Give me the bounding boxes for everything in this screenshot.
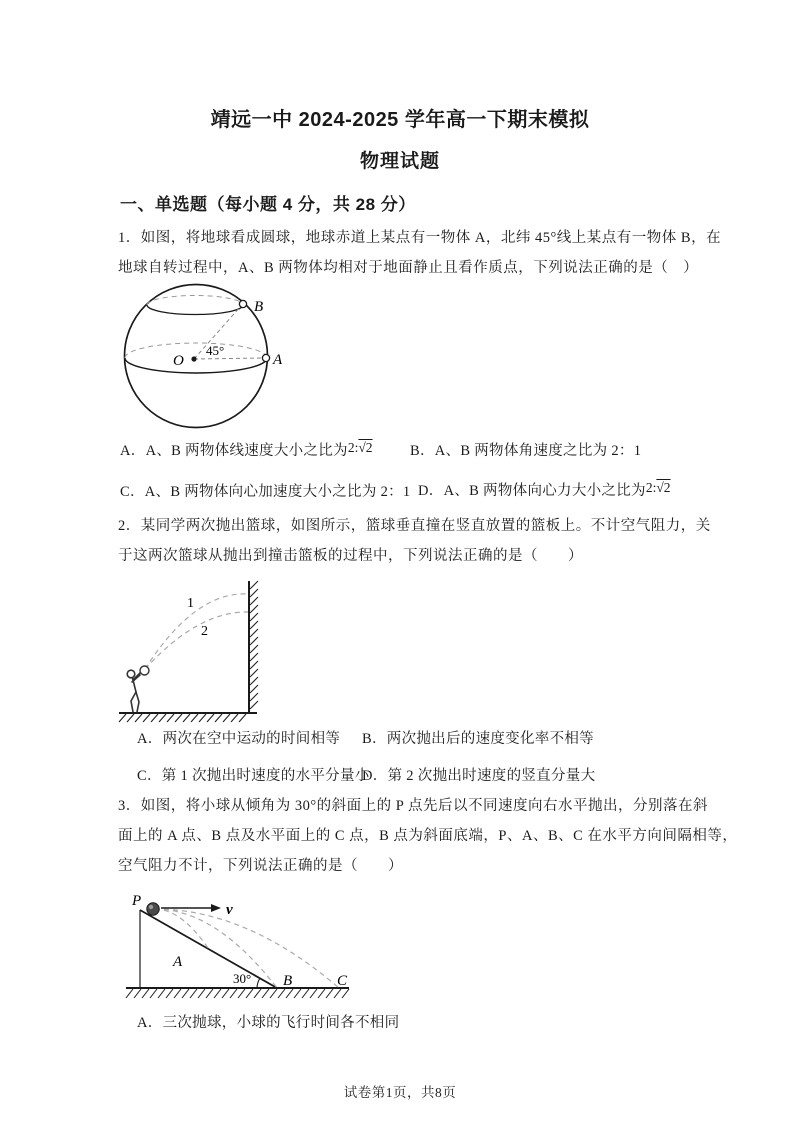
earth-sphere-diagram [118,281,290,433]
latitude-back-arc [147,296,243,306]
incline-projectile-diagram [123,892,358,1007]
trajectory-to-a [155,909,208,948]
basketball [140,666,149,675]
point-b-label: B [254,299,264,315]
trajectory-1-label: 1 [187,596,194,611]
point-p-label: P [132,893,142,909]
latitude-front-arc [147,305,243,315]
sqrt-expression: √2 [656,480,671,495]
trajectory-2-path [145,612,248,669]
point-a-label: A [273,352,283,368]
q1-option-a-text: A、B 两物体线速度大小之比为 [145,443,348,459]
page-title: 靖远一中 2024-2025 学年高一下期末模拟 [210,109,590,131]
q1-option-d-letter: D． [418,483,444,499]
q1-text-line-2: 地球自转过程中，A、B 两物体均相对于地面静止且看作质点，下列说法正确的是（ ） [118,260,699,276]
trajectory-2-label: 2 [201,624,208,639]
q2-option-d: D．第 2 次抛出时速度的竖直分量大 [362,768,596,784]
thrower-head [127,670,135,678]
q2-text-line-1: 2．某同学两次抛出篮球，如图所示，篮球垂直撞在竖直放置的篮板上。不计空气阻力，关 [118,518,711,534]
q1-option-a-ratio [348,440,373,455]
q2-option-a: A．两次在空中运动的时间相等 [137,731,341,747]
incline-surface [140,910,277,988]
q1-option-d-text: A、B 两物体向心力大小之比为 [443,483,646,499]
point-c-label: C [337,973,348,989]
basketball-throw-diagram [116,578,264,724]
q1-option-c-letter: C． [120,484,145,500]
q1-text-line-1: 1．如图，将地球看成圆球，地球赤道上某点有一物体 A，北纬 45°线上某点有一物体 B，在 [118,230,722,246]
q1-option-d [418,482,671,500]
ground-hatching [126,989,349,998]
angle-45-label: 45° [206,343,225,358]
section-heading: 一、单选题（每小题 4 分，共 28 分） [120,195,416,214]
equator-back-arc [125,343,267,358]
wall-hatching [250,581,258,709]
radius-oa-line [194,358,264,359]
velocity-label: v [226,902,233,918]
q3-option-a: A．三次抛球，小球的飞行时间各不相同 [137,1015,400,1031]
sqrt-expression: √2 [358,440,373,455]
ground-hatching [119,714,246,722]
center-o-label: O [173,353,184,369]
q3-text-line-3: 空气阻力不计，下列说法正确的是（ ） [118,858,403,874]
q3-text-line-2: 面上的 A 点、B 点及水平面上的 C 点，B 点为斜面底端，P、A、B、C 在水平方向间隔相等， [118,828,738,844]
q2-option-c: C．第 1 次抛出时速度的水平分量小 [137,768,370,784]
ball [147,903,159,915]
q1-option-d-ratio [646,480,671,495]
q1-option-a-letter: A． [120,443,146,459]
q1-option-b [410,443,641,460]
point-a-label: A [173,954,183,970]
point-b-label: B [283,973,293,989]
q1-option-c-text: A、B 两物体向心加速度大小之比为 2：1 [144,484,411,500]
page-subtitle: 物理试题 [359,151,440,172]
q1-option-b-letter: B． [410,443,435,459]
q2-option-b: B．两次抛出后的速度变化率不相等 [362,731,594,747]
q3-text-line-1: 3．如图，将小球从倾角为 30°的斜面上的 P 点先后以不同速度向右水平抛出，分别落在斜 [118,798,708,814]
q2-text-line-2: 于这两次篮球从抛出到撞击篮板的过程中，下列说法正确的是（ ） [118,548,583,564]
ball-highlight [149,905,153,909]
center-o-dot [191,356,196,361]
thrower-figure [127,670,141,712]
ratio-prefix: 2: [645,480,657,495]
velocity-arrowhead [211,904,221,912]
q1-option-c [120,484,410,501]
angle-30-label: 30° [233,971,252,986]
angle-arc [257,978,260,988]
page-number-footer: 试卷第1页，共8页 [343,1085,457,1100]
trajectory-1-path [145,594,248,669]
point-a-marker [262,354,269,361]
trajectory-to-b [155,909,277,988]
ratio-prefix: 2: [347,440,359,455]
q1-option-a [120,442,373,460]
q1-option-b-text: A、B 两物体角速度之比为 2：1 [434,443,642,459]
point-b-marker [239,300,246,307]
